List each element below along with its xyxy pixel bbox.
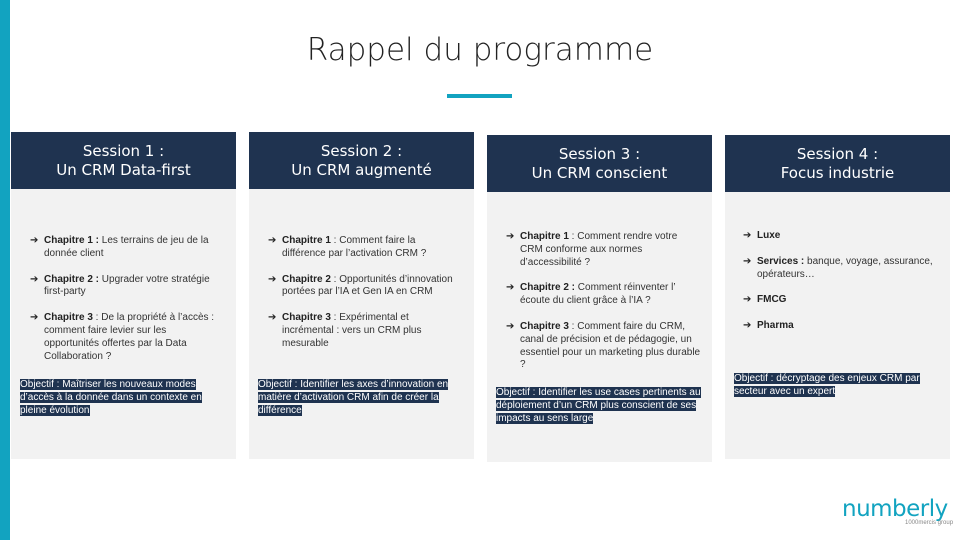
page-title: Rappel du programme: [306, 32, 654, 68]
list-item: ➔ Pharma: [743, 320, 794, 332]
list-item: ➔ Chapitre 2 : Comment réinventer l’ écoute du client grâce à l’IA ?: [506, 282, 676, 307]
chapter-list: [30, 235, 222, 363]
chapter-list: [506, 231, 702, 372]
arrow-right-icon: ➔: [506, 231, 515, 242]
numberly-logo: numberly: [842, 496, 948, 522]
session-body: [11, 189, 236, 363]
objective-text: Objectif : décryptage des enjeux CRM par secteur avec un expert: [734, 373, 920, 397]
industry-list: [743, 230, 940, 333]
session-title: Un CRM conscient: [531, 163, 668, 182]
arrow-right-icon: ➔: [268, 312, 277, 324]
objective-text: Objectif : Identifier les use cases pertinents au déploiement d’un CRM plus conscient de ses impacts au sens large: [496, 387, 701, 424]
session-body: [249, 189, 474, 351]
arrow-right-icon: ➔: [30, 235, 39, 246]
arrow-right-icon: ➔: [268, 235, 277, 246]
logo-subtitle: 1000mercis group: [905, 520, 954, 526]
session-number: Session 3 :: [558, 144, 641, 163]
list-item: ➔ Luxe: [743, 230, 781, 241]
session-title: Un CRM Data-first: [56, 160, 191, 179]
list-item: ➔ Chapitre 3 : Comment faire du CRM, canal de précision et de pédagogie, un essentiel pour un marketing plus durable ?: [506, 320, 701, 371]
session-header: [487, 135, 712, 192]
list-item: ➔ Chapitre 3 : Expérimental et incrémental : vers un CRM plus mesurable: [268, 312, 422, 349]
session-header: [249, 132, 474, 189]
session-card-2: [249, 132, 474, 459]
session-number: Session 2 :: [320, 141, 403, 160]
session-card-3: [487, 135, 712, 462]
chapter-list: [268, 235, 454, 351]
arrow-right-icon: ➔: [30, 273, 39, 285]
list-item: ➔ FMCG: [743, 294, 787, 306]
list-item: ➔ Chapitre 2 : Upgrader votre stratégie first-party: [30, 273, 210, 298]
session-card-1: [11, 132, 236, 459]
arrow-right-icon: ➔: [743, 320, 752, 332]
arrow-right-icon: ➔: [30, 312, 39, 324]
session-body: [725, 192, 950, 333]
list-item: ➔ Services : banque, voyage, assurance, opérateurs…: [743, 255, 933, 280]
objective-text: Objectif : Identifier les axes d’innovation en matière d’activation CRM afin de créer la différence: [258, 379, 449, 416]
arrow-right-icon: ➔: [506, 320, 515, 332]
arrow-right-icon: ➔: [743, 230, 752, 241]
session-header: [725, 135, 950, 192]
title-underline: [447, 94, 512, 98]
list-item: ➔ Chapitre 3 : De la propriété à l’accès : comment faire levier sur les opportunités offertes par la Data Collaboration ?: [30, 312, 215, 362]
list-item: ➔ Chapitre 1 : Les terrains de jeu de la donnée client: [30, 235, 209, 259]
session-card-4: [725, 135, 950, 459]
session-body: [487, 192, 712, 372]
session-header: [11, 132, 236, 189]
arrow-right-icon: ➔: [743, 294, 752, 306]
accent-sidebar-bar: [0, 0, 10, 540]
session-title: Focus industrie: [780, 163, 895, 182]
list-item: ➔ Chapitre 2 : Opportunités d’innovation portées par l’IA et Gen IA en CRM: [268, 273, 453, 298]
session-number: Session 4 :: [796, 144, 879, 163]
objective-text: Objectif : Maîtriser les nouveaux modes d’accès à la donnée dans un contexte en pleine évolution: [20, 379, 202, 416]
arrow-right-icon: ➔: [506, 282, 515, 294]
session-number: Session 1 :: [82, 141, 165, 160]
arrow-right-icon: ➔: [268, 273, 277, 285]
session-title: Un CRM augmenté: [291, 160, 432, 179]
arrow-right-icon: ➔: [743, 255, 752, 267]
list-item: ➔ Chapitre 1 : Comment rendre votre CRM conforme aux normes d’accessibilité ?: [506, 231, 678, 268]
list-item: ➔ Chapitre 1 : Comment faire la différence par l’activation CRM ?: [268, 235, 427, 259]
